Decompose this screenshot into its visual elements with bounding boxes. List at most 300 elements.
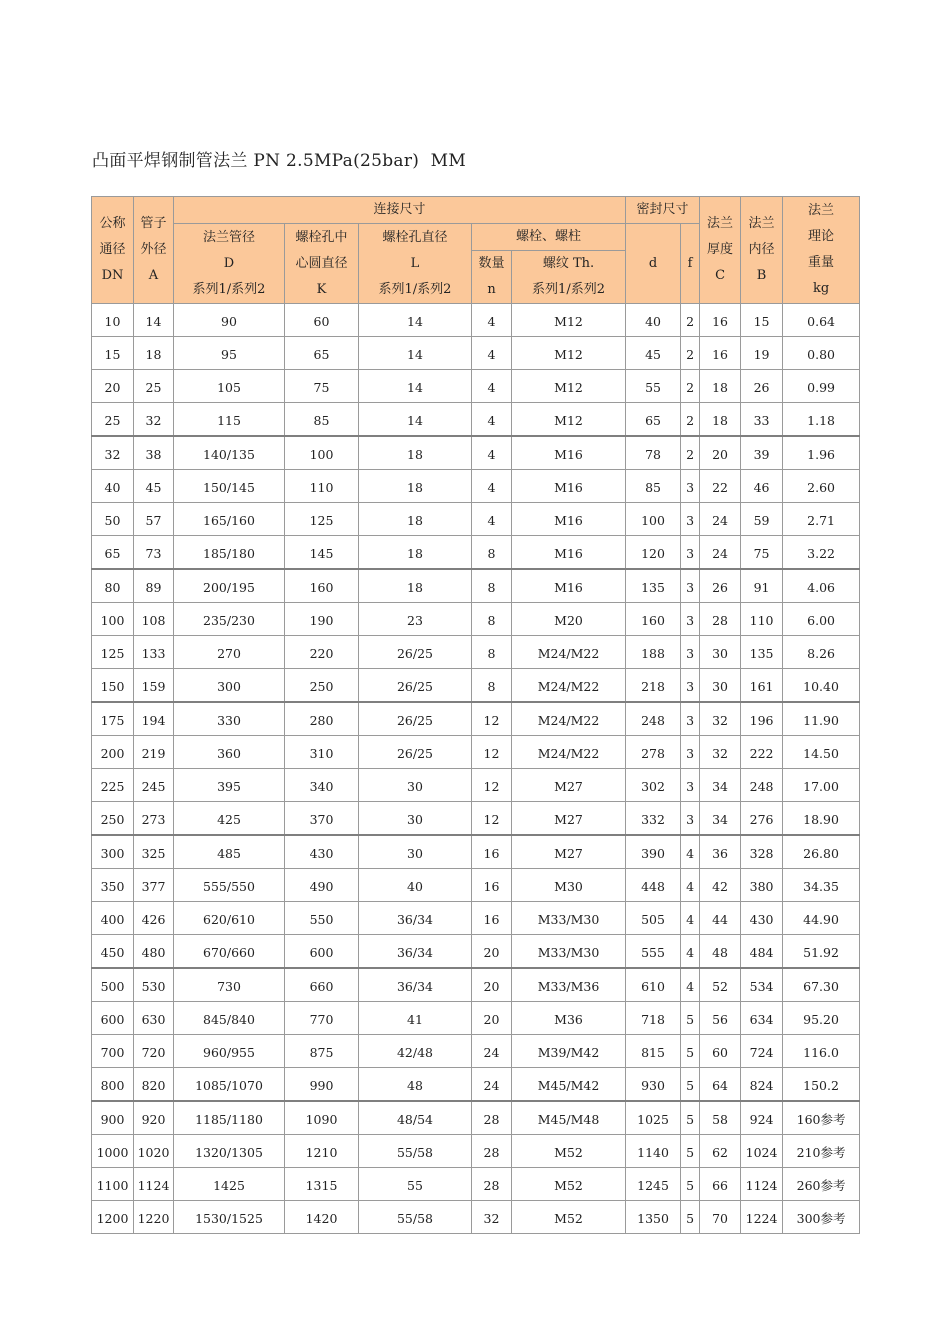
cell-weight: 17.00 <box>783 769 860 802</box>
cell-a: 25 <box>134 370 174 403</box>
table-row <box>92 1101 860 1135</box>
cell-seal-d: 1140 <box>626 1135 681 1168</box>
cell-n: 4 <box>472 503 512 536</box>
cell-weight: 0.64 <box>783 304 860 337</box>
cell-dn: 100 <box>92 603 134 636</box>
cell-n: 12 <box>472 769 512 802</box>
cell-seal-f: 5 <box>681 1168 700 1201</box>
cell-k: 60 <box>285 304 359 337</box>
cell-thread: M33/M30 <box>512 902 626 935</box>
cell-l: 18 <box>359 569 472 603</box>
cell-d: 425 <box>174 802 285 836</box>
cell-k: 145 <box>285 536 359 570</box>
header-seal-group: 密封尺寸 <box>626 197 700 224</box>
cell-c: 56 <box>700 1002 741 1035</box>
cell-a: 18 <box>134 337 174 370</box>
cell-dn: 800 <box>92 1068 134 1102</box>
cell-l: 23 <box>359 603 472 636</box>
cell-c: 32 <box>700 736 741 769</box>
cell-thread: M33/M36 <box>512 968 626 1002</box>
cell-n: 8 <box>472 603 512 636</box>
cell-c: 24 <box>700 503 741 536</box>
cell-seal-d: 100 <box>626 503 681 536</box>
cell-seal-d: 45 <box>626 337 681 370</box>
cell-b: 1224 <box>741 1201 783 1234</box>
cell-d: 165/160 <box>174 503 285 536</box>
cell-dn: 700 <box>92 1035 134 1068</box>
cell-d: 485 <box>174 835 285 869</box>
cell-n: 8 <box>472 536 512 570</box>
table-row <box>92 1035 860 1068</box>
cell-seal-f: 3 <box>681 503 700 536</box>
cell-c: 18 <box>700 403 741 437</box>
cell-l: 42/48 <box>359 1035 472 1068</box>
cell-weight: 3.22 <box>783 536 860 570</box>
cell-thread: M12 <box>512 337 626 370</box>
cell-c: 44 <box>700 902 741 935</box>
cell-seal-f: 4 <box>681 835 700 869</box>
header-connection-group: 连接尺寸 <box>174 197 626 224</box>
cell-seal-f: 3 <box>681 736 700 769</box>
cell-seal-f: 5 <box>681 1101 700 1135</box>
cell-seal-d: 1245 <box>626 1168 681 1201</box>
cell-b: 248 <box>741 769 783 802</box>
table-row <box>92 536 860 570</box>
cell-dn: 32 <box>92 436 134 470</box>
header-l: 螺栓孔直径 L 系列1/系列2 <box>359 224 472 304</box>
cell-c: 52 <box>700 968 741 1002</box>
cell-n: 20 <box>472 1002 512 1035</box>
cell-dn: 450 <box>92 935 134 969</box>
cell-weight: 0.99 <box>783 370 860 403</box>
cell-dn: 300 <box>92 835 134 869</box>
cell-d: 185/180 <box>174 536 285 570</box>
table-row <box>92 1068 860 1102</box>
cell-thread: M30 <box>512 869 626 902</box>
cell-seal-f: 2 <box>681 337 700 370</box>
cell-seal-d: 55 <box>626 370 681 403</box>
cell-a: 1020 <box>134 1135 174 1168</box>
cell-l: 18 <box>359 536 472 570</box>
cell-l: 36/34 <box>359 935 472 969</box>
cell-n: 12 <box>472 736 512 769</box>
cell-l: 18 <box>359 503 472 536</box>
cell-a: 426 <box>134 902 174 935</box>
cell-k: 310 <box>285 736 359 769</box>
cell-a: 14 <box>134 304 174 337</box>
cell-d: 105 <box>174 370 285 403</box>
cell-k: 660 <box>285 968 359 1002</box>
cell-k: 190 <box>285 603 359 636</box>
cell-c: 66 <box>700 1168 741 1201</box>
header-dn: 公称 通径 DN <box>92 197 134 304</box>
table-row <box>92 1168 860 1201</box>
cell-l: 26/25 <box>359 669 472 703</box>
cell-d: 1320/1305 <box>174 1135 285 1168</box>
cell-a: 1220 <box>134 1201 174 1234</box>
cell-l: 48 <box>359 1068 472 1102</box>
cell-dn: 1200 <box>92 1201 134 1234</box>
cell-a: 89 <box>134 569 174 603</box>
cell-thread: M27 <box>512 802 626 836</box>
cell-seal-d: 718 <box>626 1002 681 1035</box>
table-row <box>92 1201 860 1234</box>
cell-seal-f: 4 <box>681 968 700 1002</box>
cell-k: 280 <box>285 702 359 736</box>
cell-d: 730 <box>174 968 285 1002</box>
cell-b: 75 <box>741 536 783 570</box>
cell-seal-d: 160 <box>626 603 681 636</box>
cell-d: 140/135 <box>174 436 285 470</box>
cell-weight: 8.26 <box>783 636 860 669</box>
cell-b: 26 <box>741 370 783 403</box>
cell-k: 1210 <box>285 1135 359 1168</box>
cell-weight: 18.90 <box>783 802 860 836</box>
cell-weight: 300参考 <box>783 1201 860 1234</box>
cell-d: 150/145 <box>174 470 285 503</box>
cell-a: 159 <box>134 669 174 703</box>
cell-d: 670/660 <box>174 935 285 969</box>
cell-thread: M16 <box>512 536 626 570</box>
cell-k: 430 <box>285 835 359 869</box>
cell-dn: 1000 <box>92 1135 134 1168</box>
cell-l: 14 <box>359 304 472 337</box>
cell-n: 28 <box>472 1135 512 1168</box>
cell-l: 30 <box>359 802 472 836</box>
cell-weight: 10.40 <box>783 669 860 703</box>
cell-d: 1085/1070 <box>174 1068 285 1102</box>
cell-a: 920 <box>134 1101 174 1135</box>
cell-seal-d: 815 <box>626 1035 681 1068</box>
cell-weight: 160参考 <box>783 1101 860 1135</box>
cell-n: 32 <box>472 1201 512 1234</box>
cell-n: 4 <box>472 470 512 503</box>
table-row <box>92 403 860 437</box>
header-weight: 法兰 理论 重量 kg <box>783 197 860 304</box>
cell-a: 1124 <box>134 1168 174 1201</box>
table-row <box>92 503 860 536</box>
cell-a: 530 <box>134 968 174 1002</box>
cell-d: 960/955 <box>174 1035 285 1068</box>
cell-seal-d: 1350 <box>626 1201 681 1234</box>
cell-l: 30 <box>359 835 472 869</box>
table-row <box>92 968 860 1002</box>
cell-k: 770 <box>285 1002 359 1035</box>
cell-thread: M12 <box>512 370 626 403</box>
cell-weight: 2.60 <box>783 470 860 503</box>
cell-a: 630 <box>134 1002 174 1035</box>
cell-a: 194 <box>134 702 174 736</box>
cell-a: 57 <box>134 503 174 536</box>
cell-seal-f: 2 <box>681 370 700 403</box>
cell-b: 135 <box>741 636 783 669</box>
cell-dn: 600 <box>92 1002 134 1035</box>
header-k: 螺栓孔中 心圆直径 K <box>285 224 359 304</box>
cell-c: 30 <box>700 669 741 703</box>
cell-a: 32 <box>134 403 174 437</box>
cell-c: 22 <box>700 470 741 503</box>
cell-k: 75 <box>285 370 359 403</box>
cell-l: 55 <box>359 1168 472 1201</box>
cell-c: 26 <box>700 569 741 603</box>
cell-c: 42 <box>700 869 741 902</box>
cell-weight: 6.00 <box>783 603 860 636</box>
cell-c: 24 <box>700 536 741 570</box>
table-row <box>92 835 860 869</box>
cell-weight: 34.35 <box>783 869 860 902</box>
cell-d: 1530/1525 <box>174 1201 285 1234</box>
cell-weight: 11.90 <box>783 702 860 736</box>
cell-seal-f: 5 <box>681 1002 700 1035</box>
table-row <box>92 436 860 470</box>
cell-k: 1090 <box>285 1101 359 1135</box>
table-row <box>92 902 860 935</box>
cell-n: 12 <box>472 802 512 836</box>
cell-n: 20 <box>472 935 512 969</box>
table-row <box>92 935 860 969</box>
cell-n: 28 <box>472 1101 512 1135</box>
cell-seal-d: 302 <box>626 769 681 802</box>
cell-l: 41 <box>359 1002 472 1035</box>
table-header <box>92 197 860 304</box>
header-bolt-group: 螺栓、螺柱 <box>472 224 626 251</box>
cell-b: 484 <box>741 935 783 969</box>
cell-k: 1420 <box>285 1201 359 1234</box>
cell-d: 330 <box>174 702 285 736</box>
cell-b: 19 <box>741 337 783 370</box>
cell-d: 235/230 <box>174 603 285 636</box>
cell-thread: M52 <box>512 1168 626 1201</box>
cell-seal-f: 3 <box>681 603 700 636</box>
cell-c: 34 <box>700 769 741 802</box>
cell-seal-f: 5 <box>681 1035 700 1068</box>
cell-thread: M16 <box>512 569 626 603</box>
cell-c: 48 <box>700 935 741 969</box>
cell-thread: M24/M22 <box>512 636 626 669</box>
cell-c: 70 <box>700 1201 741 1234</box>
cell-dn: 25 <box>92 403 134 437</box>
cell-thread: M27 <box>512 769 626 802</box>
table-row <box>92 1135 860 1168</box>
table-row <box>92 636 860 669</box>
table-row <box>92 470 860 503</box>
cell-c: 16 <box>700 304 741 337</box>
cell-d: 360 <box>174 736 285 769</box>
table-row <box>92 603 860 636</box>
cell-c: 36 <box>700 835 741 869</box>
cell-weight: 2.71 <box>783 503 860 536</box>
cell-c: 32 <box>700 702 741 736</box>
cell-seal-d: 78 <box>626 436 681 470</box>
cell-l: 40 <box>359 869 472 902</box>
cell-weight: 67.30 <box>783 968 860 1002</box>
cell-seal-f: 3 <box>681 636 700 669</box>
cell-seal-f: 5 <box>681 1068 700 1102</box>
cell-dn: 50 <box>92 503 134 536</box>
cell-l: 26/25 <box>359 702 472 736</box>
cell-a: 38 <box>134 436 174 470</box>
cell-b: 1024 <box>741 1135 783 1168</box>
cell-dn: 15 <box>92 337 134 370</box>
table-row <box>92 370 860 403</box>
cell-n: 16 <box>472 902 512 935</box>
cell-seal-d: 65 <box>626 403 681 437</box>
header-seal-d: d <box>626 224 681 304</box>
cell-b: 924 <box>741 1101 783 1135</box>
cell-weight: 14.50 <box>783 736 860 769</box>
cell-seal-d: 332 <box>626 802 681 836</box>
cell-d: 620/610 <box>174 902 285 935</box>
cell-thread: M45/M48 <box>512 1101 626 1135</box>
cell-k: 875 <box>285 1035 359 1068</box>
table-row <box>92 669 860 703</box>
cell-a: 45 <box>134 470 174 503</box>
cell-k: 370 <box>285 802 359 836</box>
cell-seal-d: 85 <box>626 470 681 503</box>
cell-dn: 225 <box>92 769 134 802</box>
cell-dn: 65 <box>92 536 134 570</box>
cell-k: 110 <box>285 470 359 503</box>
header-d: 法兰管径 D 系列1/系列2 <box>174 224 285 304</box>
cell-n: 24 <box>472 1035 512 1068</box>
table-row <box>92 736 860 769</box>
cell-n: 16 <box>472 835 512 869</box>
cell-dn: 500 <box>92 968 134 1002</box>
cell-thread: M16 <box>512 436 626 470</box>
cell-c: 62 <box>700 1135 741 1168</box>
cell-d: 200/195 <box>174 569 285 603</box>
cell-n: 8 <box>472 669 512 703</box>
cell-seal-d: 505 <box>626 902 681 935</box>
cell-thread: M12 <box>512 403 626 437</box>
cell-n: 28 <box>472 1168 512 1201</box>
cell-seal-f: 3 <box>681 470 700 503</box>
cell-l: 48/54 <box>359 1101 472 1135</box>
cell-dn: 10 <box>92 304 134 337</box>
cell-seal-d: 448 <box>626 869 681 902</box>
cell-b: 91 <box>741 569 783 603</box>
table-body <box>92 304 860 1234</box>
cell-n: 8 <box>472 636 512 669</box>
cell-n: 4 <box>472 337 512 370</box>
cell-a: 325 <box>134 835 174 869</box>
cell-thread: M52 <box>512 1201 626 1234</box>
cell-thread: M33/M30 <box>512 935 626 969</box>
cell-l: 36/34 <box>359 968 472 1002</box>
cell-seal-d: 218 <box>626 669 681 703</box>
cell-b: 222 <box>741 736 783 769</box>
cell-b: 59 <box>741 503 783 536</box>
header-seal-f: f <box>681 224 700 304</box>
cell-b: 33 <box>741 403 783 437</box>
cell-a: 133 <box>134 636 174 669</box>
table-row <box>92 1002 860 1035</box>
cell-n: 4 <box>472 370 512 403</box>
cell-d: 1185/1180 <box>174 1101 285 1135</box>
cell-k: 65 <box>285 337 359 370</box>
cell-k: 100 <box>285 436 359 470</box>
cell-c: 20 <box>700 436 741 470</box>
header-b: 法兰 内径 B <box>741 197 783 304</box>
cell-b: 724 <box>741 1035 783 1068</box>
cell-thread: M52 <box>512 1135 626 1168</box>
cell-seal-f: 4 <box>681 902 700 935</box>
cell-k: 550 <box>285 902 359 935</box>
cell-l: 26/25 <box>359 636 472 669</box>
cell-weight: 26.80 <box>783 835 860 869</box>
cell-d: 395 <box>174 769 285 802</box>
cell-k: 600 <box>285 935 359 969</box>
cell-k: 160 <box>285 569 359 603</box>
cell-d: 270 <box>174 636 285 669</box>
cell-dn: 175 <box>92 702 134 736</box>
cell-seal-f: 2 <box>681 403 700 437</box>
cell-dn: 1100 <box>92 1168 134 1201</box>
cell-b: 15 <box>741 304 783 337</box>
cell-weight: 150.2 <box>783 1068 860 1102</box>
table-row <box>92 569 860 603</box>
cell-dn: 400 <box>92 902 134 935</box>
cell-seal-f: 4 <box>681 935 700 969</box>
cell-c: 58 <box>700 1101 741 1135</box>
cell-a: 820 <box>134 1068 174 1102</box>
table-row <box>92 702 860 736</box>
cell-seal-f: 3 <box>681 802 700 836</box>
cell-a: 377 <box>134 869 174 902</box>
cell-l: 18 <box>359 470 472 503</box>
cell-k: 250 <box>285 669 359 703</box>
cell-weight: 1.96 <box>783 436 860 470</box>
cell-seal-f: 3 <box>681 702 700 736</box>
cell-a: 219 <box>134 736 174 769</box>
cell-a: 73 <box>134 536 174 570</box>
header-n: 数量 n <box>472 251 512 304</box>
cell-dn: 350 <box>92 869 134 902</box>
cell-c: 60 <box>700 1035 741 1068</box>
cell-seal-f: 3 <box>681 669 700 703</box>
cell-b: 196 <box>741 702 783 736</box>
cell-n: 4 <box>472 304 512 337</box>
cell-b: 276 <box>741 802 783 836</box>
cell-k: 1315 <box>285 1168 359 1201</box>
cell-seal-d: 390 <box>626 835 681 869</box>
cell-dn: 200 <box>92 736 134 769</box>
cell-c: 18 <box>700 370 741 403</box>
cell-seal-d: 135 <box>626 569 681 603</box>
cell-c: 30 <box>700 636 741 669</box>
header-thread: 螺纹 Th. 系列1/系列2 <box>512 251 626 304</box>
cell-thread: M12 <box>512 304 626 337</box>
cell-c: 34 <box>700 802 741 836</box>
cell-thread: M20 <box>512 603 626 636</box>
cell-b: 328 <box>741 835 783 869</box>
flange-table <box>91 196 860 1234</box>
cell-l: 14 <box>359 403 472 437</box>
cell-dn: 250 <box>92 802 134 836</box>
cell-seal-f: 3 <box>681 536 700 570</box>
table-row <box>92 802 860 836</box>
cell-seal-f: 3 <box>681 769 700 802</box>
cell-b: 634 <box>741 1002 783 1035</box>
cell-l: 14 <box>359 337 472 370</box>
cell-seal-f: 4 <box>681 869 700 902</box>
cell-weight: 0.80 <box>783 337 860 370</box>
cell-seal-f: 2 <box>681 436 700 470</box>
header-c: 法兰 厚度 C <box>700 197 741 304</box>
cell-dn: 150 <box>92 669 134 703</box>
cell-a: 108 <box>134 603 174 636</box>
cell-b: 430 <box>741 902 783 935</box>
